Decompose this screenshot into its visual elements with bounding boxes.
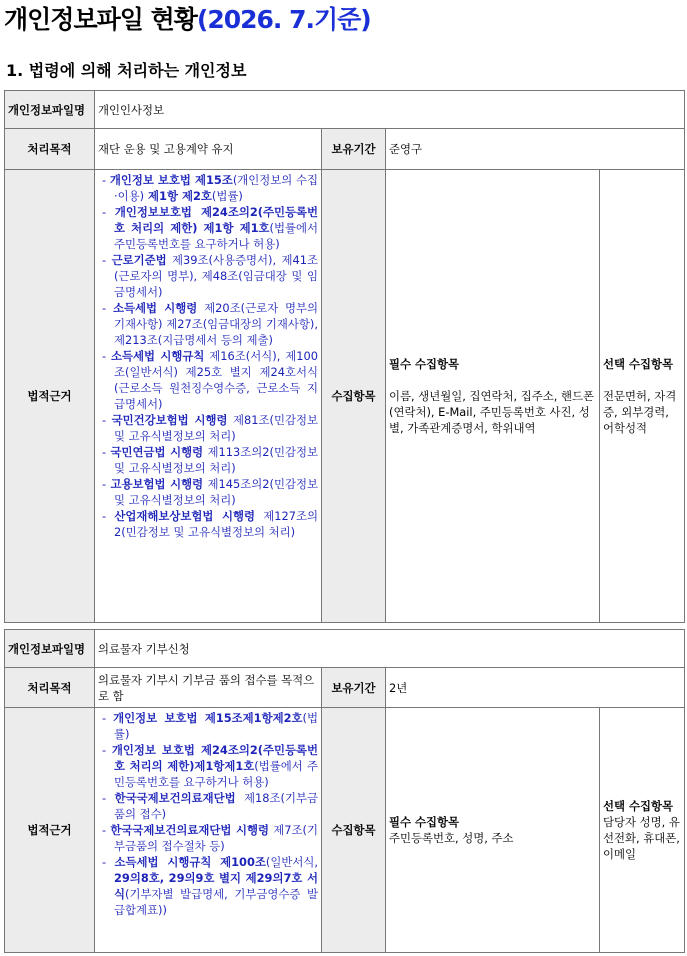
- law-text: (법률에서 주민등록번호를 요구하거나 허용): [114, 221, 318, 251]
- legal-basis-label: 법적근거: [5, 708, 95, 953]
- document-title: [4, 0, 371, 36]
- file-name-label: 개인정보파일명: [5, 630, 95, 668]
- law-item: - 소득세법 시행규칙 제16조(서식), 제100조(일반서식) 제25호 별지 제24호서식(근로소득 원천징수영수증, 근로소득 지급명세서): [102, 349, 318, 411]
- collected-items-label: 수집항목: [322, 170, 386, 623]
- law-text: 제127조의2(민감정보 및 고유식별정보의 처리): [114, 509, 318, 539]
- required-items-cell: [386, 708, 600, 953]
- file-name-value: 개인인사정보: [95, 91, 685, 129]
- file-table-2: [4, 629, 685, 953]
- retention-value: 2년: [386, 668, 685, 708]
- law-text: 제16조(서식), 제100조(일반서식) 제25호 별지 제24호서식(근로소득 원천징수영수증, 근로소득 지급명세서): [114, 349, 318, 411]
- law-text: 제113조의2(민감정보 및 고유식별정보의 처리): [114, 445, 319, 475]
- title-date: (2026. 7.기준): [196, 5, 371, 34]
- optional-items-heading: 선택 수집항목: [603, 799, 673, 813]
- law-item: - 고용보험법 시행령 제145조의2(민감정보 및 고유식별정보의 처리): [102, 477, 319, 507]
- law-text: 제18조(기부금품의 접수): [114, 791, 319, 821]
- law-text: (법률): [211, 189, 243, 203]
- purpose-value: 의료물자 기부시 기부금 품의 접수를 목적으로 함: [95, 668, 322, 708]
- law-text: 제145조의2(민감정보 및 고유식별정보의 처리): [114, 477, 319, 507]
- law-text: 제1항 제2호: [144, 189, 212, 203]
- file-table-1: [4, 90, 685, 623]
- purpose-value: 재단 운용 및 고용계약 유지: [95, 129, 322, 170]
- optional-items-value: 담당자 성명, 유선전화, 휴대폰, 이메일: [603, 815, 680, 861]
- law-text: 개인정보 보호법 제15조: [109, 173, 233, 187]
- section-heading: 1. 법령에 의해 처리하는 개인정보: [6, 61, 247, 80]
- law-text: 소득세법 시행규칙: [111, 349, 205, 363]
- law-text: 제7조(기부금품의 접수절차 등): [114, 823, 318, 853]
- law-text: 개인정보 보호법 제15조제1항제2호: [113, 711, 303, 725]
- law-item: - 개인정보 보호법 제24조의2(주민등록번호 처리의 제한)제1항제1호(법률에서 주민등록번호를 요구하거나 허용): [102, 743, 319, 789]
- title-main: 개인정보파일 현황: [4, 5, 197, 34]
- required-items-value: 주민등록번호, 성명, 주소: [389, 831, 514, 845]
- optional-items-cell: [600, 708, 685, 953]
- law-text: (개인정보의 수집·이용): [114, 173, 319, 203]
- law-item: - 소득세법 시행규칙 제100조(일반서식, 29의8호, 29의9호 별지 제29의7호 서식(기부자별 발급명세, 기부금영수증 발급합계표)): [102, 855, 318, 917]
- law-text: (일반서식,: [265, 855, 318, 869]
- retention-label: 보유기간: [322, 668, 386, 708]
- law-text: 한국국제보건의료재단법: [114, 791, 236, 805]
- law-text: 제39조(사용증명서), 제41조(근로자의 명부), 제48조(임금대장 및 임금명세서): [114, 253, 318, 299]
- law-text: 제81조(민감정보 및 고유식별정보의 처리): [114, 413, 318, 443]
- law-item: - 국민건강보험법 시행령 제81조(민감정보 및 고유식별정보의 처리): [102, 413, 318, 443]
- legal-basis-list: [95, 170, 322, 623]
- law-text: 고용보험법 시행령: [110, 477, 204, 491]
- required-items-value: 이름, 생년월일, 집연락처, 집주소, 핸드폰(연락처), E-Mail, 주민등록번호 사진, 성별, 가족관계증명서, 학위내역: [389, 389, 595, 435]
- legal-basis-list: [95, 708, 322, 953]
- required-items-heading: 필수 수집항목: [389, 815, 459, 829]
- law-text: 국민연금법 시행령: [110, 445, 204, 459]
- law-text: 한국국제보건의료재단법 시행령: [110, 823, 270, 837]
- legal-basis-label: 법적근거: [5, 170, 95, 623]
- collected-items-label: 수집항목: [322, 708, 386, 953]
- file-name-value: 의료물자 기부신청: [95, 630, 685, 668]
- retention-label: 보유기간: [322, 129, 386, 170]
- optional-items-heading: 선택 수집항목: [603, 357, 673, 371]
- law-text: 29의8호, 29의9호 별지 제29의7호 서식: [114, 871, 318, 901]
- law-text: (법률): [114, 711, 318, 741]
- law-item: - 개인정보보호법 제24조의2(주민등록번호 처리의 제한) 제1항 제1호(법률에서 주민등록번호를 요구하거나 허용): [102, 205, 319, 251]
- law-item: - 개인정보 보호법 제15조(개인정보의 수집·이용) 제1항 제2호(법률): [102, 173, 319, 203]
- law-text: 제20조(근로자 명부의 기재사항) 제27조(임금대장의 기재사항), 제213조(지급명세서 등의 제출): [114, 301, 318, 347]
- law-text: 국민건강보험법 시행령: [111, 413, 228, 427]
- purpose-label: 처리목적: [5, 668, 95, 708]
- law-text: 산업재해보상보험법 시행령: [114, 509, 255, 523]
- law-text: (법률에서 주민등록번호를 요구하거나 허용): [114, 759, 318, 789]
- law-item: - 개인정보 보호법 제15조제1항제2호(법률): [102, 711, 318, 741]
- law-item: - 한국국제보건의료재단법 제18조(기부금품의 접수): [102, 791, 319, 821]
- law-text: 근로기준법: [111, 253, 167, 267]
- law-text: 개인정보 보호법 제24조의2(주민등록번호 처리의 제한)제1항제1호: [111, 743, 319, 773]
- required-items-cell: [386, 170, 600, 623]
- law-item: - 산업재해보상보험법 시행령 제127조의2(민감정보 및 고유식별정보의 처리): [102, 509, 318, 539]
- law-text: 소득세법 시행규칙 제100조: [114, 855, 266, 869]
- optional-items-value: 전문면허, 자격증, 외부경력, 어학성적: [603, 389, 677, 435]
- retention-value: 준영구: [386, 129, 685, 170]
- law-item: - 근로기준법 제39조(사용증명서), 제41조(근로자의 명부), 제48조(임금대장 및 임금명세서): [102, 253, 318, 299]
- law-item: - 한국국제보건의료재단법 시행령 제7조(기부금품의 접수절차 등): [102, 823, 318, 853]
- file-name-label: 개인정보파일명: [5, 91, 95, 129]
- optional-items-cell: [600, 170, 685, 623]
- purpose-label: 처리목적: [5, 129, 95, 170]
- law-text: 개인정보보호법 제24조의2(주민등록번호 처리의 제한) 제1항 제1호: [114, 205, 319, 235]
- required-items-heading: 필수 수집항목: [389, 357, 459, 371]
- law-text: 소득세법 시행령: [113, 301, 198, 315]
- law-item: - 소득세법 시행령 제20조(근로자 명부의 기재사항) 제27조(임금대장의 기재사항), 제213조(지급명세서 등의 제출): [102, 301, 318, 347]
- law-item: - 국민연금법 시행령 제113조의2(민감정보 및 고유식별정보의 처리): [102, 445, 319, 475]
- law-text: (기부자별 발급명세, 기부금영수증 발급합계표)): [114, 887, 318, 917]
